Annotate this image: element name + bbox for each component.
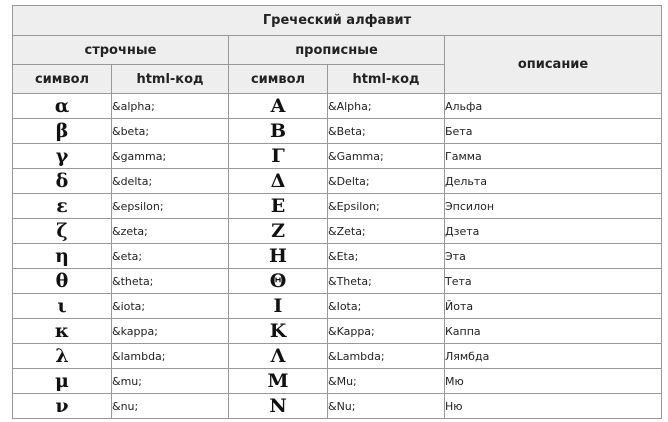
- lowercase-group-header: строчные: [13, 36, 229, 65]
- uppercase-symbol: Θ: [229, 269, 328, 294]
- lowercase-html-code: &kappa;: [112, 319, 229, 344]
- lowercase-html-code: &gamma;: [112, 144, 229, 169]
- letter-name: Эта: [445, 244, 662, 269]
- table-row: [13, 169, 662, 194]
- uppercase-symbol: Ι: [229, 294, 328, 319]
- uppercase-html-code: &Mu;: [328, 369, 445, 394]
- table-body: [13, 94, 662, 419]
- letter-name: Эпсилон: [445, 194, 662, 219]
- code-lower-header: html-код: [112, 65, 229, 94]
- table-row: [13, 244, 662, 269]
- uppercase-html-code: &Kappa;: [328, 319, 445, 344]
- greek-alphabet-table: [12, 5, 662, 419]
- table-row: [13, 294, 662, 319]
- lowercase-symbol: μ: [13, 369, 112, 394]
- lowercase-symbol: α: [13, 94, 112, 119]
- table-row: [13, 369, 662, 394]
- uppercase-html-code: &Gamma;: [328, 144, 445, 169]
- lowercase-html-code: &eta;: [112, 244, 229, 269]
- table-row: [13, 269, 662, 294]
- uppercase-symbol: Ε: [229, 194, 328, 219]
- uppercase-html-code: &Alpha;: [328, 94, 445, 119]
- letter-name: Дзета: [445, 219, 662, 244]
- uppercase-symbol: Α: [229, 94, 328, 119]
- letter-name: Бета: [445, 119, 662, 144]
- lowercase-symbol: ν: [13, 394, 112, 419]
- lowercase-symbol: κ: [13, 319, 112, 344]
- lowercase-html-code: &mu;: [112, 369, 229, 394]
- symbol-upper-header: символ: [229, 65, 328, 94]
- table-row: [13, 319, 662, 344]
- lowercase-symbol: ζ: [13, 219, 112, 244]
- uppercase-html-code: &Eta;: [328, 244, 445, 269]
- uppercase-group-header: прописные: [229, 36, 445, 65]
- table-row: [13, 219, 662, 244]
- lowercase-symbol: θ: [13, 269, 112, 294]
- uppercase-html-code: &Lambda;: [328, 344, 445, 369]
- table-row: [13, 394, 662, 419]
- lowercase-symbol: γ: [13, 144, 112, 169]
- lowercase-symbol: λ: [13, 344, 112, 369]
- uppercase-html-code: &Epsilon;: [328, 194, 445, 219]
- letter-name: Йота: [445, 294, 662, 319]
- letter-name: Ню: [445, 394, 662, 419]
- uppercase-symbol: Δ: [229, 169, 328, 194]
- lowercase-html-code: &delta;: [112, 169, 229, 194]
- lowercase-html-code: &lambda;: [112, 344, 229, 369]
- letter-name: Альфа: [445, 94, 662, 119]
- letter-name: Мю: [445, 369, 662, 394]
- uppercase-symbol: Μ: [229, 369, 328, 394]
- letter-name: Тета: [445, 269, 662, 294]
- uppercase-symbol: Λ: [229, 344, 328, 369]
- table-title: Греческий алфавит: [13, 6, 662, 36]
- code-upper-header: html-код: [328, 65, 445, 94]
- uppercase-symbol: Ζ: [229, 219, 328, 244]
- uppercase-symbol: Ν: [229, 394, 328, 419]
- table-row: [13, 119, 662, 144]
- letter-name: Каппа: [445, 319, 662, 344]
- uppercase-symbol: Β: [229, 119, 328, 144]
- description-header: описание: [445, 36, 662, 94]
- letter-name: Лямбда: [445, 344, 662, 369]
- uppercase-html-code: &Zeta;: [328, 219, 445, 244]
- lowercase-html-code: &theta;: [112, 269, 229, 294]
- uppercase-html-code: &Theta;: [328, 269, 445, 294]
- table-row: [13, 194, 662, 219]
- symbol-lower-header: символ: [13, 65, 112, 94]
- letter-name: Гамма: [445, 144, 662, 169]
- lowercase-html-code: &beta;: [112, 119, 229, 144]
- table-row: [13, 144, 662, 169]
- lowercase-symbol: η: [13, 244, 112, 269]
- lowercase-html-code: &epsilon;: [112, 194, 229, 219]
- uppercase-symbol: Η: [229, 244, 328, 269]
- uppercase-html-code: &Nu;: [328, 394, 445, 419]
- lowercase-symbol: ι: [13, 294, 112, 319]
- lowercase-symbol: β: [13, 119, 112, 144]
- table-row: [13, 94, 662, 119]
- lowercase-html-code: &nu;: [112, 394, 229, 419]
- lowercase-html-code: &alpha;: [112, 94, 229, 119]
- letter-name: Дельта: [445, 169, 662, 194]
- lowercase-html-code: &iota;: [112, 294, 229, 319]
- uppercase-symbol: Γ: [229, 144, 328, 169]
- uppercase-html-code: &Beta;: [328, 119, 445, 144]
- uppercase-html-code: &Iota;: [328, 294, 445, 319]
- lowercase-symbol: ε: [13, 194, 112, 219]
- table-row: [13, 344, 662, 369]
- lowercase-symbol: δ: [13, 169, 112, 194]
- uppercase-symbol: Κ: [229, 319, 328, 344]
- uppercase-html-code: &Delta;: [328, 169, 445, 194]
- lowercase-html-code: &zeta;: [112, 219, 229, 244]
